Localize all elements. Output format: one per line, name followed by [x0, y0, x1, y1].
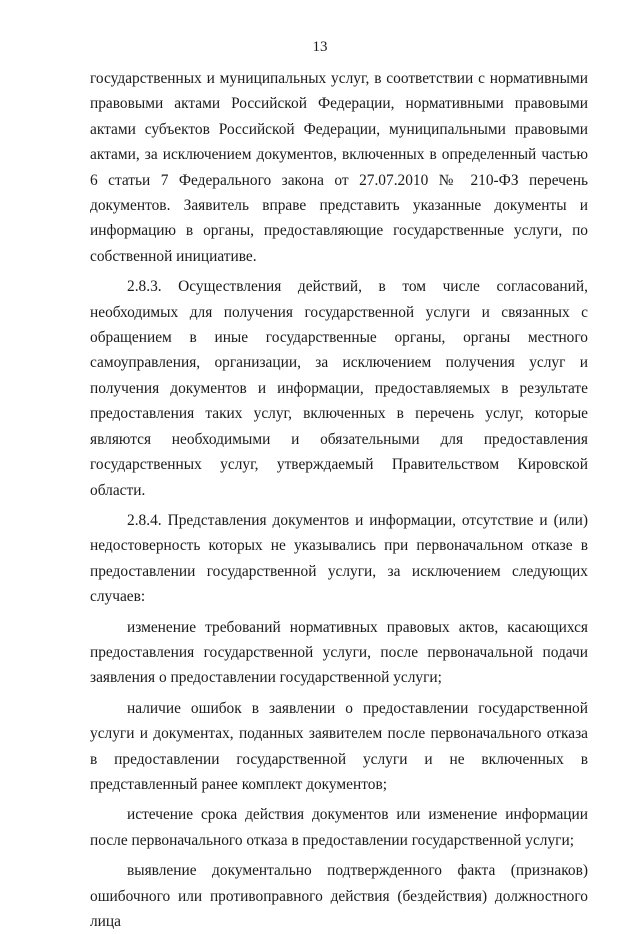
paragraph-application-errors: наличие ошибок в заявлении о предоставлении государственной услуги и документах, поданных заявителем после первоначального отказа в предоставлении государственной услуги и не включенных в представленный ранее комплект документов; — [90, 699, 588, 793]
paragraph-2-8-4: 2.8.4. Представления документов и информации, отсутствие и (или) недостоверность которых не указывались при первоначальном отказе в предоставлении государственной услуги, за исключением следующих случаев: — [90, 511, 588, 606]
page-number: 13 — [312, 39, 328, 55]
paragraph-requirements-change: изменение требований нормативных правовых актов, касающихся предоставления государственной услуги, после первоначальной подачи заявления о предоставлении государственной услуги; — [90, 618, 588, 687]
paragraph-official-misconduct: выявление документально подтвержденного факта (признаков) ошибочного или противоправного действия (бездействия) должностного лица — [90, 862, 588, 930]
paragraph-services-continuation: государственных и муниципальных услуг, в соответствии с нормативными правовыми актами Российской Федерации, нормативными правовыми актами субъектов Российской Федерации, муниципальными правовыми актами, за исключением документов, включенных в определенный частью 6 статьи 7 Федерального закона от 27.07.2010 № 210-ФЗ перечень документов. Заявитель вправе представить указанные документы и информацию в органы, предоставляющие государственные услуги, по собственной инициативе. — [90, 70, 588, 265]
paragraph-document-expiry: истечение срока действия документов или изменение информации после первоначального отказа в предоставлении государственной услуги; — [90, 806, 588, 849]
paragraph-2-8-3: 2.8.3. Осуществления действий, в том числе согласований, необходимых для получения государственной услуги и связанных с обращением в иные государственные органы, органы местного самоуправления, организации, за исключением получения услуг и получения документов и информации, предоставляемых в результате предоставления таких услуг, включенных в перечень услуг, которые являются необходимыми и обязательными для предоставления государственных услуг, утверждаемый Правительством Кировской области. — [90, 278, 588, 499]
document-body — [90, 66, 588, 934]
